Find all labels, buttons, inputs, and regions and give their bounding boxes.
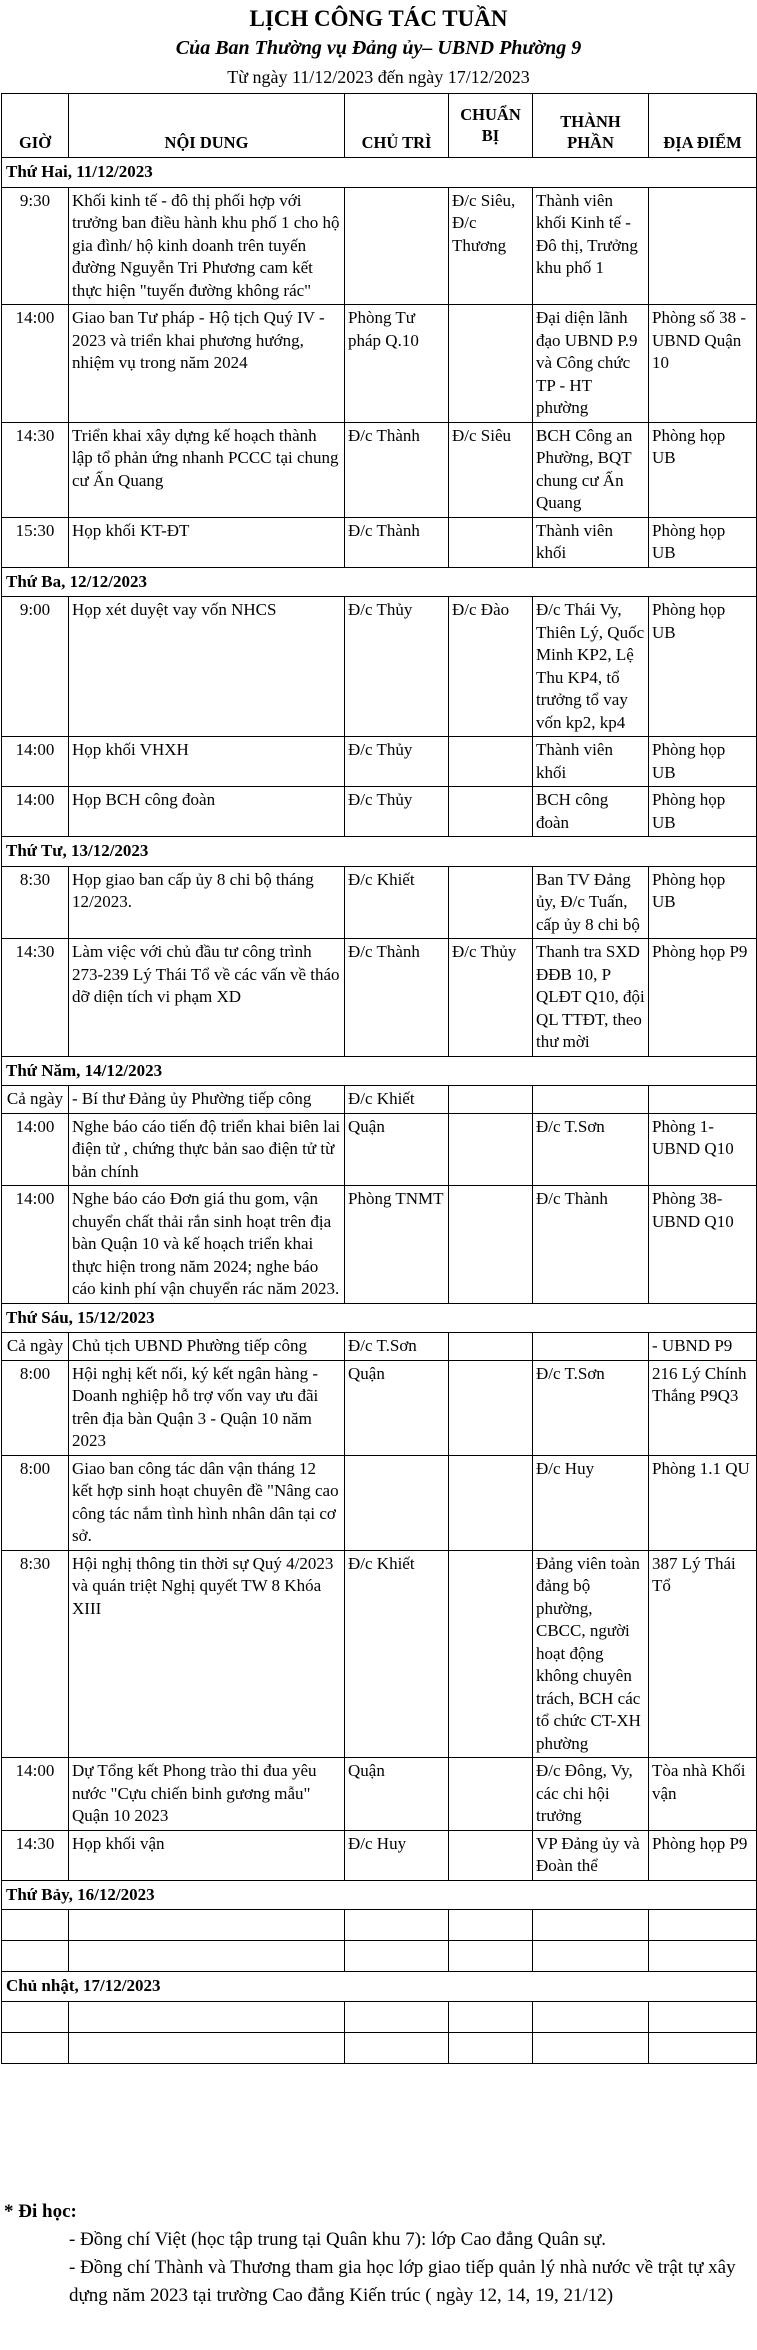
content-cell: Họp BCH công đoàn: [69, 787, 345, 837]
empty-cell: [2, 2032, 69, 2063]
prepare-cell: [449, 1333, 533, 1361]
content-cell: Giao ban công tác dân vận tháng 12 kết hợp sinh hoạt chuyên đề "Nâng cao công tác nắm tình hình nhân dân tại cơ sở.: [69, 1455, 345, 1550]
prepare-cell: [449, 517, 533, 567]
host-cell: [345, 187, 449, 305]
prepare-cell: [449, 737, 533, 787]
content-cell: Khối kinh tế - đô thị phối hợp với trưởng ban điều hành khu phố 1 cho hộ gia đình/ hộ kinh doanh trên tuyến đường Nguyễn Tri Phương cam kết thực hiện "tuyến đường không rác": [69, 187, 345, 305]
prepare-cell: Đ/c Thủy: [449, 939, 533, 1057]
col-content-header: NỘI DUNG: [69, 94, 345, 158]
table-row: [2, 422, 757, 517]
study-notes: [0, 2198, 757, 2310]
empty-cell: [2, 1941, 69, 1972]
location-cell: Phòng họp P9: [649, 939, 757, 1057]
empty-cell: [345, 1910, 449, 1941]
content-cell: Họp khối KT-ĐT: [69, 517, 345, 567]
location-cell: Phòng 38-UBND Q10: [649, 1186, 757, 1304]
time-cell: 15:30: [2, 517, 69, 567]
location-cell: Phòng họp P9: [649, 1830, 757, 1880]
table-row: [2, 737, 757, 787]
host-cell: Đ/c Khiết: [345, 1550, 449, 1758]
host-cell: Đ/c Thành: [345, 517, 449, 567]
content-cell: Hội nghị kết nối, ký kết ngân hàng - Doanh nghiệp hỗ trợ vốn vay ưu đãi trên địa bàn Quận 3 - Quận 10 năm 2023: [69, 1360, 345, 1455]
col-location-header: ĐỊA ĐIỂM: [649, 94, 757, 158]
empty-cell: [649, 2001, 757, 2032]
time-cell: 14:00: [2, 787, 69, 837]
host-cell: Đ/c Thủy: [345, 597, 449, 737]
host-cell: Đ/c Thủy: [345, 737, 449, 787]
study-notes-label: * Đi học:: [4, 2201, 77, 2222]
day-label: Thứ Sáu, 15/12/2023: [2, 1303, 757, 1333]
table-row: [2, 305, 757, 423]
host-cell: Đ/c Thủy: [345, 787, 449, 837]
time-cell: 8:30: [2, 1550, 69, 1758]
day-header-row: [2, 567, 757, 597]
content-cell: Nghe báo cáo tiến độ triển khai biên lai điện tử , chứng thực bản sao điện tử từ bản chính: [69, 1113, 345, 1186]
table-row: [2, 939, 757, 1057]
host-cell: Đ/c T.Sơn: [345, 1333, 449, 1361]
location-cell: Phòng họp UB: [649, 422, 757, 517]
empty-cell: [533, 1941, 649, 1972]
participants-cell: Đ/c Thái Vy, Thiên Lý, Quốc Minh KP2, Lệ Thu KP4, tổ trưởng tổ vay vốn kp2, kp4: [533, 597, 649, 737]
prepare-cell: [449, 787, 533, 837]
empty-cell: [649, 1910, 757, 1941]
host-cell: Phòng Tư pháp Q.10: [345, 305, 449, 423]
time-cell: 14:30: [2, 422, 69, 517]
host-cell: Đ/c Huy: [345, 1830, 449, 1880]
location-cell: Phòng 1.1 QU: [649, 1455, 757, 1550]
prepare-cell: [449, 1758, 533, 1831]
participants-cell: Thành viên khối: [533, 517, 649, 567]
col-host-header: CHỦ TRÌ: [345, 94, 449, 158]
table-row: [2, 787, 757, 837]
prepare-cell: [449, 1186, 533, 1304]
col-prepare-header: CHUẨN BỊ: [449, 94, 533, 158]
participants-cell: Ban TV Đảng ủy, Đ/c Tuấn, cấp ủy 8 chi bộ: [533, 866, 649, 939]
empty-row: [2, 2032, 757, 2063]
day-label: Thứ Hai, 11/12/2023: [2, 158, 757, 188]
content-cell: Giao ban Tư pháp - Hộ tịch Quý IV - 2023 và triển khai phương hướng, nhiệm vụ trong năm 2024: [69, 305, 345, 423]
table-row: [2, 866, 757, 939]
empty-cell: [69, 2001, 345, 2032]
empty-cell: [69, 2032, 345, 2063]
time-cell: 8:00: [2, 1360, 69, 1455]
location-cell: Phòng họp UB: [649, 597, 757, 737]
location-cell: Phòng họp UB: [649, 787, 757, 837]
time-cell: Cả ngày: [2, 1333, 69, 1361]
content-cell: Triển khai xây dựng kế hoạch thành lập tổ phản ứng nhanh PCCC tại chung cư Ấn Quang: [69, 422, 345, 517]
host-cell: Quận: [345, 1360, 449, 1455]
location-cell: 387 Lý Thái Tổ: [649, 1550, 757, 1758]
prepare-cell: [449, 1360, 533, 1455]
table-row: [2, 1830, 757, 1880]
time-cell: 14:30: [2, 939, 69, 1057]
location-cell: Phòng số 38 - UBND Quận 10: [649, 305, 757, 423]
participants-cell: Đ/c Thành: [533, 1186, 649, 1304]
participants-cell: Đ/c Huy: [533, 1455, 649, 1550]
time-cell: 14:00: [2, 305, 69, 423]
table-row: [2, 1333, 757, 1361]
content-cell: Nghe báo cáo Đơn giá thu gom, vận chuyển chất thải rắn sinh hoạt trên địa bàn Quận 10 và kế hoạch triển khai thực hiện trong năm 2024; nghe báo cáo kinh phí vận chuyển rác năm 2023.: [69, 1186, 345, 1304]
empty-cell: [449, 1910, 533, 1941]
location-cell: Tòa nhà Khối vận: [649, 1758, 757, 1831]
schedule-body: [2, 158, 757, 2064]
participants-cell: Đảng viên toàn đảng bộ phường, CBCC, người hoạt động không chuyên trách, BCH các tổ chức CT-XH phường: [533, 1550, 649, 1758]
participants-cell: Đ/c Đông, Vy, các chi hội trưởng: [533, 1758, 649, 1831]
participants-cell: VP Đảng ủy và Đoàn thể: [533, 1830, 649, 1880]
time-cell: 14:00: [2, 1186, 69, 1304]
host-cell: Đ/c Khiết: [345, 1086, 449, 1114]
table-row: [2, 1455, 757, 1550]
column-header-row: [2, 94, 757, 158]
day-label: Thứ Năm, 14/12/2023: [2, 1056, 757, 1086]
content-cell: Dự Tổng kết Phong trào thi đua yêu nước "Cựu chiến binh gương mẫu" Quận 10 2023: [69, 1758, 345, 1831]
content-cell: Chủ tịch UBND Phường tiếp công: [69, 1333, 345, 1361]
time-cell: 9:30: [2, 187, 69, 305]
day-header-row: [2, 1972, 757, 2002]
time-cell: 14:30: [2, 1830, 69, 1880]
prepare-cell: Đ/c Siêu, Đ/c Thương: [449, 187, 533, 305]
empty-cell: [533, 2032, 649, 2063]
participants-cell: Thành viên khối: [533, 737, 649, 787]
participants-cell: [533, 1333, 649, 1361]
prepare-cell: [449, 1455, 533, 1550]
empty-cell: [533, 1910, 649, 1941]
day-header-row: [2, 1303, 757, 1333]
table-row: [2, 597, 757, 737]
prepare-cell: [449, 1113, 533, 1186]
location-cell: Phòng họp UB: [649, 737, 757, 787]
empty-cell: [69, 1941, 345, 1972]
date-range: Từ ngày 11/12/2023 đến ngày 17/12/2023: [227, 67, 530, 87]
empty-row: [2, 1910, 757, 1941]
table-row: [2, 517, 757, 567]
empty-row: [2, 1941, 757, 1972]
location-cell: 216 Lý Chính Thắng P9Q3: [649, 1360, 757, 1455]
study-note-item: - Đồng chí Việt (học tập trung tại Quân khu 7): lớp Cao đẳng Quân sự.: [69, 2229, 607, 2250]
page-subtitle: Của Ban Thường vụ Đảng ủy– UBND Phường 9: [175, 37, 582, 59]
day-label: Thứ Ba, 12/12/2023: [2, 567, 757, 597]
prepare-cell: Đ/c Đào: [449, 597, 533, 737]
location-cell: - UBND P9: [649, 1333, 757, 1361]
host-cell: Đ/c Thành: [345, 939, 449, 1057]
table-row: [2, 1758, 757, 1831]
prepare-cell: [449, 1086, 533, 1114]
day-header-row: [2, 158, 757, 188]
empty-cell: [449, 1941, 533, 1972]
empty-cell: [533, 2001, 649, 2032]
prepare-cell: [449, 305, 533, 423]
time-cell: Cả ngày: [2, 1086, 69, 1114]
table-row: [2, 1113, 757, 1186]
time-cell: 14:00: [2, 1113, 69, 1186]
location-cell: Phòng họp UB: [649, 866, 757, 939]
col-time-header: GIỜ: [2, 94, 69, 158]
prepare-cell: Đ/c Siêu: [449, 422, 533, 517]
empty-cell: [2, 1910, 69, 1941]
prepare-cell: [449, 866, 533, 939]
prepare-cell: [449, 1830, 533, 1880]
time-cell: 9:00: [2, 597, 69, 737]
table-row: [2, 1086, 757, 1114]
host-cell: Phòng TNMT: [345, 1186, 449, 1304]
empty-cell: [345, 2032, 449, 2063]
location-cell: Phòng họp UB: [649, 517, 757, 567]
study-note-item: - Đồng chí Thành và Thương tham gia học lớp giao tiếp quản lý nhà nước về trật tự xây dựng năm 2023 tại trường Cao đẳng Kiến trúc ( ngày 12, 14, 19, 21/12): [69, 2257, 736, 2306]
day-label: Thứ Tư, 13/12/2023: [2, 837, 757, 867]
time-cell: 14:00: [2, 1758, 69, 1831]
empty-cell: [345, 1941, 449, 1972]
day-label: Thứ Bảy, 16/12/2023: [2, 1880, 757, 1910]
participants-cell: BCH công đoàn: [533, 787, 649, 837]
empty-cell: [2, 2001, 69, 2032]
table-row: [2, 1360, 757, 1455]
participants-cell: Đ/c T.Sơn: [533, 1360, 649, 1455]
empty-cell: [449, 2001, 533, 2032]
participants-cell: Đại diện lãnh đạo UBND P.9 và Công chức TP - HT phường: [533, 305, 649, 423]
schedule-table: [1, 93, 757, 2064]
prepare-cell: [449, 1550, 533, 1758]
content-cell: Họp khối vận: [69, 1830, 345, 1880]
participants-cell: Thanh tra SXD ĐĐB 10, P QLĐT Q10, đội QL TTĐT, theo thư mời: [533, 939, 649, 1057]
time-cell: 8:00: [2, 1455, 69, 1550]
participants-cell: Thành viên khối Kinh tế - Đô thị, Trưởng khu phố 1: [533, 187, 649, 305]
empty-row: [2, 2001, 757, 2032]
host-cell: [345, 1455, 449, 1550]
location-cell: [649, 187, 757, 305]
content-cell: Làm việc với chủ đầu tư công trình 273-239 Lý Thái Tổ về các vấn về tháo dỡ diện tích vi phạm XD: [69, 939, 345, 1057]
content-cell: Họp xét duyệt vay vốn NHCS: [69, 597, 345, 737]
content-cell: Họp khối VHXH: [69, 737, 345, 787]
host-cell: Quận: [345, 1113, 449, 1186]
empty-cell: [449, 2032, 533, 2063]
content-cell: - Bí thư Đảng ủy Phường tiếp công: [69, 1086, 345, 1114]
empty-cell: [345, 2001, 449, 2032]
content-cell: Họp giao ban cấp ủy 8 chi bộ tháng 12/2023.: [69, 866, 345, 939]
col-participants-header: THÀNH PHẦN: [533, 94, 649, 158]
location-cell: [649, 1086, 757, 1114]
day-label: Chủ nhật, 17/12/2023: [2, 1972, 757, 2002]
participants-cell: [533, 1086, 649, 1114]
day-header-row: [2, 837, 757, 867]
location-cell: Phòng 1-UBND Q10: [649, 1113, 757, 1186]
time-cell: 8:30: [2, 866, 69, 939]
document-header: [0, 0, 757, 93]
day-header-row: [2, 1880, 757, 1910]
day-header-row: [2, 1056, 757, 1086]
empty-cell: [649, 1941, 757, 1972]
participants-cell: Đ/c T.Sơn: [533, 1113, 649, 1186]
table-row: [2, 187, 757, 305]
table-row: [2, 1550, 757, 1758]
table-row: [2, 1186, 757, 1304]
host-cell: Đ/c Thành: [345, 422, 449, 517]
empty-cell: [69, 1910, 345, 1941]
time-cell: 14:00: [2, 737, 69, 787]
page-title: LỊCH CÔNG TÁC TUẦN: [249, 6, 508, 31]
participants-cell: BCH Công an Phường, BQT chung cư Ấn Quang: [533, 422, 649, 517]
host-cell: Đ/c Khiết: [345, 866, 449, 939]
content-cell: Hội nghị thông tin thời sự Quý 4/2023 và quán triệt Nghị quyết TW 8 Khóa XIII: [69, 1550, 345, 1758]
empty-cell: [649, 2032, 757, 2063]
host-cell: Quận: [345, 1758, 449, 1831]
